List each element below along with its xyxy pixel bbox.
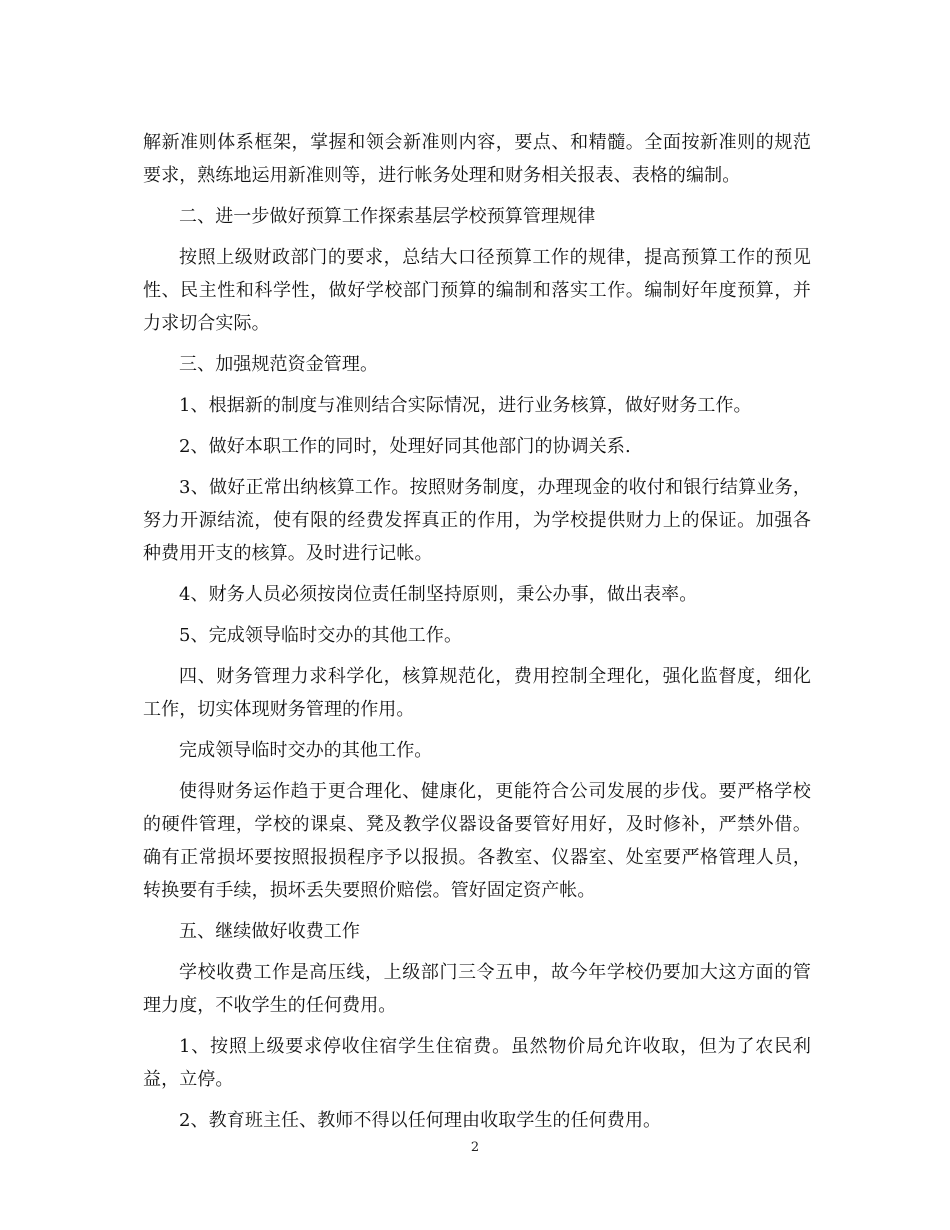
list-item-4: 4、财务人员必须按岗位责任制坚持原则，秉公办事，做出表率。 [179, 584, 698, 605]
paragraph-1: 解新准则体系框架，掌握和领会新准则内容，要点、和精髓。全面按新准则的规范要求，熟练地运用新准则等，进行帐务处理和财务相关报表、表格的编制。 [143, 132, 811, 186]
document-body [143, 126, 811, 1145]
list-item-7: 2、教育班主任、教师不得以任何理由收取学生的任何费用。 [179, 1110, 662, 1131]
page-number: 2 [470, 1140, 480, 1155]
list-item-6: 1、按照上级要求停收住宿学生住宿费。虽然物价局允许收取，但为了农民利益，立停。 [143, 1036, 811, 1090]
paragraph-14: 学校收费工作是高压线，上级部门三令五申，故今年学校仍要加大这方面的管理力度，不收学生的任何费用。 [143, 962, 811, 1016]
section-heading-4: 四、财务管理力求科学化，核算规范化，费用控制全理化，强化监督度，细化工作，切实体现财务管理的作用。 [143, 666, 811, 720]
section-heading-2: 二、进一步做好预算工作探索基层学校预算管理规律 [179, 206, 596, 227]
paragraph-11: 完成领导临时交办的其他工作。 [179, 740, 433, 761]
paragraph-3: 按照上级财政部门的要求，总结大口径预算工作的规律，提高预算工作的预见性、民主性和科学性，做好学校部门预算的编制和落实工作。编制好年度预算，并力求切合实际。 [143, 247, 811, 334]
list-item-2: 2、做好本职工作的同时，处理好同其他部门的协调关系. [179, 436, 631, 457]
paragraph-12: 使得财务运作趋于更合理化、健康化，更能符合公司发展的步伐。要严格学校的硬件管理，学校的课桌、凳及教学仪器设备要管好用好，及时修补，严禁外借。确有正常损坏要按照报损程序予以报损。各教室、仪器室、处室要严格管理人员，转换要有手续，损坏丢失要照价赔偿。管好固定资产帐。 [143, 781, 811, 901]
list-item-1: 1、根据新的制度与准则结合实际情况，进行业务核算，做好财务工作。 [179, 395, 752, 416]
list-item-5: 5、完成领导临时交办的其他工作。 [179, 625, 463, 646]
list-item-3: 3、做好正常出纳核算工作。按照财务制度，办理现金的收付和银行结算业务，努力开源结流，使有限的经费发挥真正的作用，为学校提供财力上的保证。加强各种费用开支的核算。及时进行记帐。 [143, 477, 811, 564]
section-heading-3: 三、加强规范资金管理。 [179, 354, 379, 375]
section-heading-5: 五、继续做好收费工作 [179, 921, 360, 942]
